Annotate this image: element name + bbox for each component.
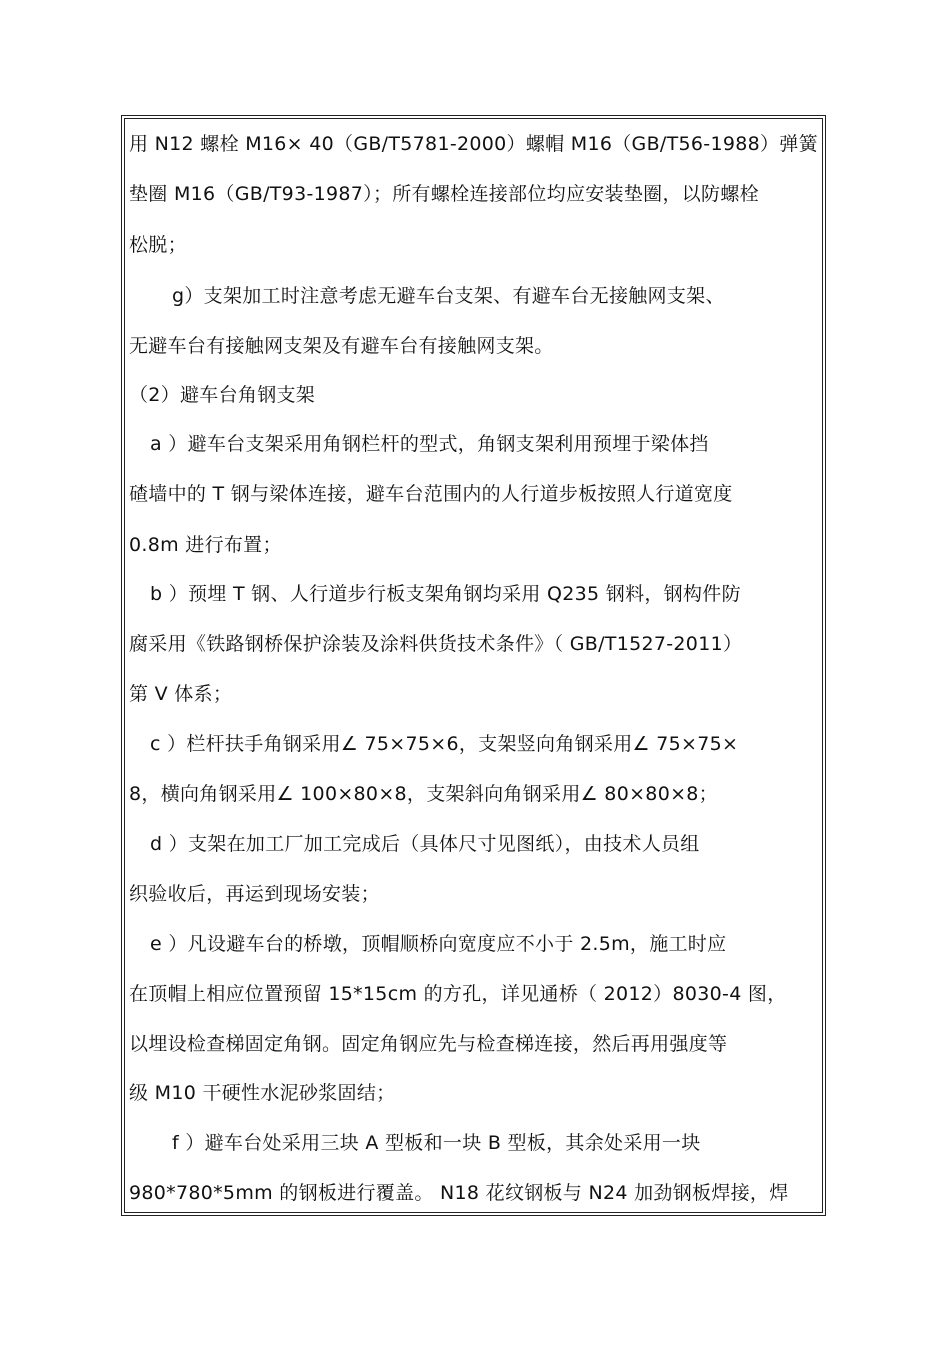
text-line: 碴墙中的 T 钢与梁体连接，避车台范围内的人行道步板按照人行道宽度	[129, 483, 733, 505]
text-line: 用 N12 螺栓 M16× 40（GB/T5781-2000）螺帽 M16（GB/T56-1988）弹簧	[129, 133, 818, 155]
text-line: 无避车台有接触网支架及有避车台有接触网支架。	[129, 335, 554, 357]
text-line: g）支架加工时注意考虑无避车台支架、有避车台无接触网支架、	[172, 285, 725, 307]
text-line: 在顶帽上相应位置预留 15*15cm 的方孔，详见通桥（ 2012）8030-4 图，	[129, 983, 787, 1005]
text-line: 级 M10 干硬性水泥砂浆固结；	[129, 1082, 396, 1104]
text-line: 垫圈 M16（GB/T93-1987）；所有螺栓连接部位均应安装垫圈，以防螺栓	[129, 183, 759, 205]
text-line: f ）避车台处采用三块 A 型板和一块 B 型板，其余处采用一块	[172, 1132, 701, 1154]
section-heading: （2）避车台角钢支架	[129, 384, 316, 406]
text-line: 0.8m 进行布置；	[129, 534, 282, 556]
text-line: 第 V 体系；	[129, 683, 233, 705]
text-line: 8，横向角钢采用∠ 100×80×8，支架斜向角钢采用∠ 80×80×8；	[129, 783, 718, 805]
text-line: b ）预埋 T 钢、人行道步行板支架角钢均采用 Q235 钢料，钢构件防	[150, 583, 741, 605]
text-line: d ）支架在加工厂加工完成后（具体尺寸见图纸），由技术人员组	[150, 833, 700, 855]
text-line: 980*780*5mm 的钢板进行覆盖。 N18 花纹钢板与 N24 加劲钢板焊接，焊	[129, 1182, 789, 1204]
text-line: c ）栏杆扶手角钢采用∠ 75×75×6，支架竖向角钢采用∠ 75×75×	[150, 733, 739, 755]
text-line: 以埋设检查梯固定角钢。固定角钢应先与检查梯连接，然后再用强度等	[129, 1033, 728, 1055]
text-line: 织验收后，再运到现场安装；	[129, 883, 380, 905]
text-line: e ）凡设避车台的桥墩，顶帽顺桥向宽度应不小于 2.5m，施工时应	[150, 933, 727, 955]
text-line: a ）避车台支架采用角钢栏杆的型式，角钢支架利用预埋于梁体挡	[150, 433, 709, 455]
text-line: 松脱；	[129, 234, 187, 256]
text-line: 腐采用《铁路钢桥保护涂装及涂料供货技术条件》（ GB/T1527-2011）	[129, 633, 743, 655]
